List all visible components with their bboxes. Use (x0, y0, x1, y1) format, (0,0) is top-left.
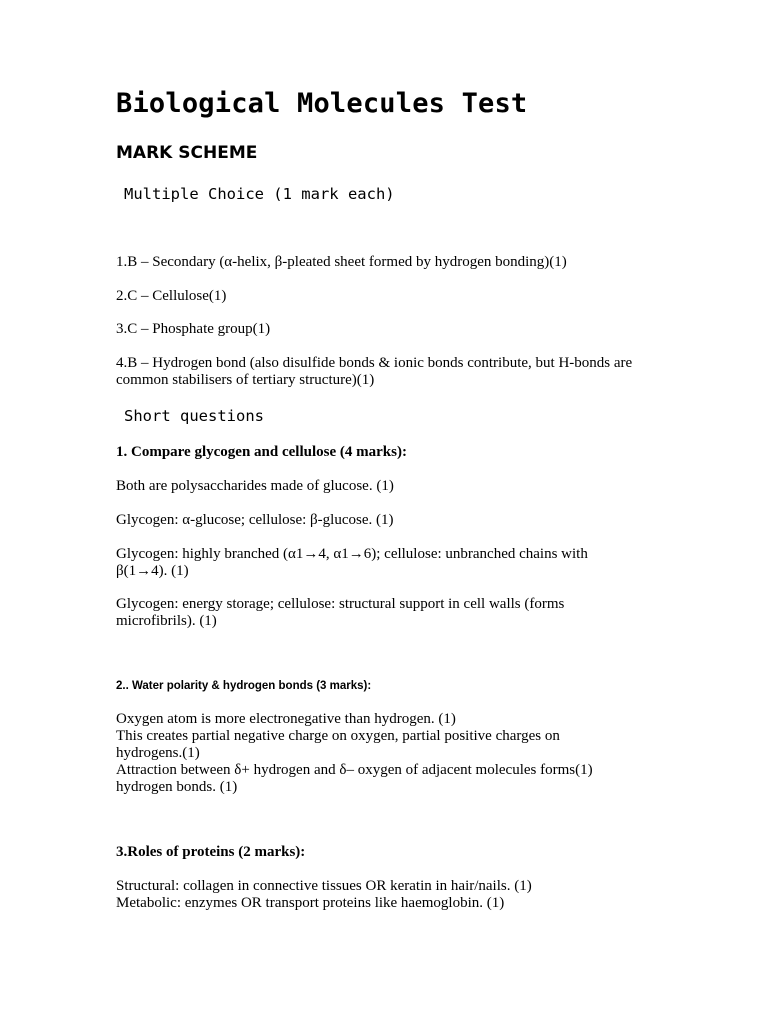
document-title: Biological Molecules Test (116, 88, 528, 119)
q1-point-4-line2: microfibrils). (1) (116, 613, 217, 629)
q2-line-4: Attraction between δ+ hydrogen and δ– oxygen of adjacent molecules forms(1) (116, 762, 593, 778)
q1-point-4-line1: Glycogen: energy storage; cellulose: structural support in cell walls (forms (116, 596, 565, 612)
q2-line-3: hydrogens.(1) (116, 745, 200, 761)
q1-point-3-line1: Glycogen: highly branched (α1→4, α1→6); cellulose: unbranched chains with (116, 546, 588, 562)
q1-title: 1. Compare glycogen and cellulose (4 marks): (116, 444, 407, 460)
mark-scheme-heading: MARK SCHEME (116, 143, 258, 163)
q3-line-2: Metabolic: enzymes OR transport proteins like haemoglobin. (1) (116, 895, 505, 911)
mc-answer-4-line2: common stabilisers of tertiary structure)(1) (116, 372, 375, 388)
q3-title: 3.Roles of proteins (2 marks): (116, 844, 306, 860)
q3-line-1: Structural: collagen in connective tissues OR keratin in hair/nails. (1) (116, 878, 532, 894)
q2-title: 2.. Water polarity & hydrogen bonds (3 marks): (116, 680, 372, 692)
mc-answer-1: 1.B – Secondary (α-helix, β-pleated sheet formed by hydrogen bonding)(1) (116, 254, 567, 270)
q2-line-5: hydrogen bonds. (1) (116, 779, 238, 795)
q1-point-3-line2: β(1→4). (1) (116, 563, 189, 579)
mc-answer-4-line1: 4.B – Hydrogen bond (also disulfide bonds & ionic bonds contribute, but H-bonds are (116, 355, 633, 371)
q1-point-2: Glycogen: α-glucose; cellulose: β-glucose. (1) (116, 512, 394, 528)
q2-line-2: This creates partial negative charge on oxygen, partial positive charges on (116, 728, 560, 744)
short-questions-heading: Short questions (124, 407, 264, 425)
multiple-choice-heading: Multiple Choice (1 mark each) (124, 185, 395, 203)
mc-answer-2: 2.C – Cellulose(1) (116, 288, 227, 304)
q1-point-1: Both are polysaccharides made of glucose. (1) (116, 478, 394, 494)
q2-line-1: Oxygen atom is more electronegative than hydrogen. (1) (116, 711, 456, 727)
mc-answer-3: 3.C – Phosphate group(1) (116, 321, 271, 337)
